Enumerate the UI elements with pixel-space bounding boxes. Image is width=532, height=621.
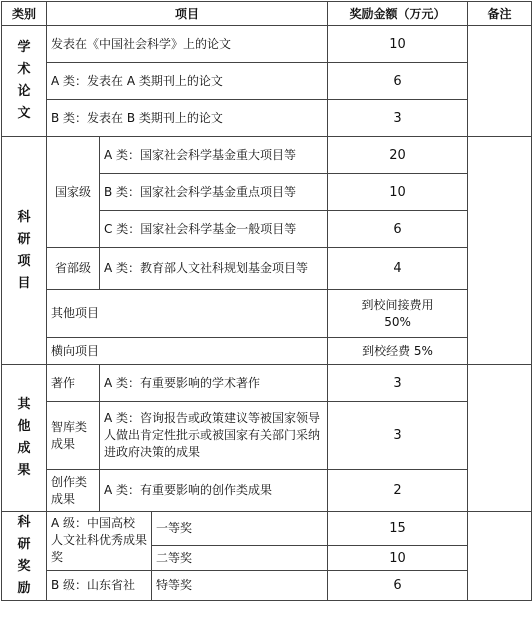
amount-cell: 6	[328, 211, 468, 248]
item-cell: 二等奖	[152, 546, 328, 570]
category-char: 果	[17, 463, 31, 478]
item-cell: 特等奖	[152, 570, 328, 600]
amount-cell: 2	[328, 470, 468, 512]
item-cell: 其他项目	[47, 290, 328, 338]
level-cell: 省部级	[47, 248, 100, 290]
table-row	[2, 137, 532, 174]
note-cell	[468, 512, 532, 601]
item-cell: B 类：发表在 B 类期刊上的论文	[47, 100, 328, 137]
item-cell: A 类：有重要影响的创作类成果	[100, 470, 328, 512]
header-row	[2, 2, 532, 26]
item-cell: 一等奖	[152, 512, 328, 546]
table-row	[2, 63, 532, 100]
amount-cell: 6	[328, 63, 468, 100]
sub-cell: 智库类成果	[47, 402, 100, 470]
category-char: 其	[17, 397, 31, 412]
item-cell: C 类：国家社会科学基金一般项目等	[100, 211, 328, 248]
header-amount: 奖励金额（万元）	[328, 2, 468, 26]
amount-cell: 10	[328, 546, 468, 570]
item-cell: A 类：咨询报告或政策建议等被国家领导人做出肯定性批示或被国家有关部门采纳进政府决策的成果	[100, 402, 328, 470]
note-cell	[468, 26, 532, 137]
category-char: 项	[17, 253, 31, 269]
category-char: 成	[17, 441, 31, 456]
category-cell	[2, 137, 47, 365]
amount-cell: 6	[328, 570, 468, 600]
item-cell: A 类：发表在 A 类期刊上的论文	[47, 63, 328, 100]
table-row	[2, 512, 532, 546]
amount-cell: 到校间接费用 50%	[328, 290, 468, 338]
item-cell: 横向项目	[47, 338, 328, 365]
table-row	[2, 365, 532, 402]
amount-cell: 15	[328, 512, 468, 546]
category-cell	[2, 365, 47, 512]
amount-cell: 3	[328, 365, 468, 402]
item-cell: A 类：有重要影响的学术著作	[100, 365, 328, 402]
note-cell	[468, 137, 532, 365]
level-cell: A 级：中国高校人文社科优秀成果奖	[47, 512, 152, 571]
category-char: 他	[17, 419, 31, 434]
table-row	[2, 26, 532, 63]
level-cell: 国家级	[47, 137, 100, 248]
table-row	[2, 470, 532, 512]
item-cell: A 类：教育部人文社科规划基金项目等	[100, 248, 328, 290]
item-cell: A 类：国家社会科学基金重大项目等	[100, 137, 328, 174]
category-char: 论	[17, 84, 31, 99]
amount-cell: 10	[328, 26, 468, 63]
note-cell	[468, 365, 532, 512]
amount-cell: 20	[328, 137, 468, 174]
table-row	[2, 402, 532, 470]
category-char: 文	[17, 106, 31, 121]
category-char: 科	[17, 515, 31, 530]
category-cell	[2, 512, 47, 601]
item-cell: 发表在《中国社会科学》上的论文	[47, 26, 328, 63]
level-cell: B 级：山东省社	[47, 570, 152, 600]
item-cell: B 类：国家社会科学基金重点项目等	[100, 174, 328, 211]
sub-cell: 创作类成果	[47, 470, 100, 512]
amount-cell: 4	[328, 248, 468, 290]
header-category: 类别	[2, 2, 47, 26]
header-note: 备注	[468, 2, 532, 26]
category-char: 研	[17, 231, 31, 247]
amount-cell: 10	[328, 174, 468, 211]
reward-table	[1, 1, 532, 601]
category-char: 术	[17, 62, 31, 77]
category-char: 研	[17, 537, 31, 552]
category-char: 奖	[17, 559, 31, 574]
table-row	[2, 570, 532, 600]
table-row	[2, 248, 532, 290]
sub-cell: 著作	[47, 365, 100, 402]
table-row	[2, 100, 532, 137]
category-char: 目	[17, 275, 31, 291]
table-row	[2, 338, 532, 365]
category-char: 励	[17, 581, 31, 596]
header-item: 项目	[47, 2, 328, 26]
category-cell	[2, 26, 47, 137]
category-char: 科	[17, 209, 31, 225]
amount-cell: 3	[328, 402, 468, 470]
table-row	[2, 290, 532, 338]
category-char: 学	[17, 40, 31, 55]
amount-cell: 3	[328, 100, 468, 137]
amount-cell: 到校经费 5%	[328, 338, 468, 365]
